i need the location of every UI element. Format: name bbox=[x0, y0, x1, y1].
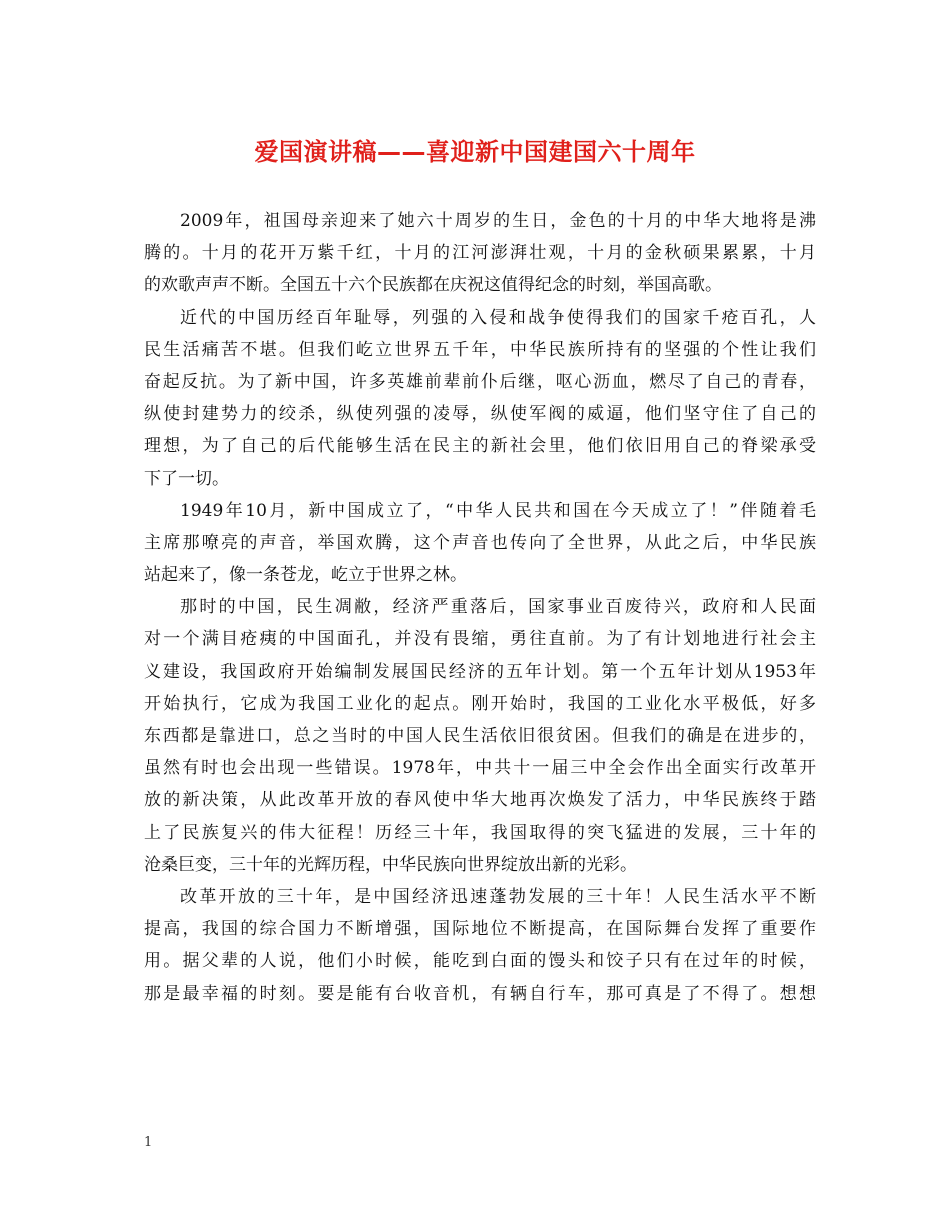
text-line: 理想，为了自己的后代能够生活在民主的新社会里，他们依旧用自己的脊梁承受 bbox=[144, 436, 816, 457]
text-line: 上了民族复兴的伟大征程！历经三十年，我国取得的突飞猛进的发展，三十年的 bbox=[144, 822, 816, 843]
text-line: 虽然有时也会出现一些错误。1978年，中共十一届三中全会作出全面实行改革开 bbox=[144, 758, 816, 779]
text-line: 近代的中国历经百年耻辱，列强的入侵和战争使得我们的国家千疮百孔，人 bbox=[180, 307, 816, 328]
text-line: 民生活痛苦不堪。但我们屹立世界五千年，中华民族所持有的坚强的个性让我们 bbox=[144, 339, 816, 360]
text-line: 开始执行，它成为我国工业化的起点。刚开始时，我国的工业化水平极低，好多 bbox=[144, 693, 816, 714]
document-title: 爱国演讲稿——喜迎新中国建国六十周年 bbox=[254, 138, 696, 166]
text-line: 放的新决策，从此改革开放的春风使中华大地再次焕发了活力，中华民族终于踏 bbox=[144, 790, 816, 811]
text-line: 用。据父辈的人说，他们小时候，能吃到白面的馒头和饺子只有在过年的时候， bbox=[144, 951, 816, 972]
page-number: 1 bbox=[144, 1135, 153, 1150]
text-line: 1949年10月，新中国成立了，“中华人民共和国在今天成立了！”伴随着毛 bbox=[180, 500, 816, 521]
text-line: 纵使封建势力的绞杀，纵使列强的凌辱，纵使军阀的威逼，他们坚守住了自己的 bbox=[144, 404, 816, 425]
text-line: 奋起反抗。为了新中国，许多英雄前辈前仆后继，呕心沥血，燃尽了自己的青春， bbox=[144, 371, 816, 392]
text-line: 腾的。十月的花开万紫千红，十月的江河澎湃壮观，十月的金秋硕果累累，十月 bbox=[144, 243, 816, 264]
text-line: 提高，我国的综合国力不断增强，国际地位不断提高，在国际舞台发挥了重要作 bbox=[144, 919, 816, 940]
text-line: 下了一切。 bbox=[144, 468, 229, 489]
text-line: 主席那嘹亮的声音，举国欢腾，这个声音也传向了全世界，从此之后，中华民族 bbox=[144, 532, 816, 553]
text-line: 的欢歌声声不断。全国五十六个民族都在庆祝这值得纪念的时刻，举国高歌。 bbox=[144, 275, 722, 296]
text-line: 对一个满目疮痍的中国面孔，并没有畏缩，勇往直前。为了有计划地进行社会主 bbox=[144, 629, 816, 650]
text-line: 站起来了，像一条苍龙，屹立于世界之林。 bbox=[144, 565, 467, 586]
text-line: 2009年，祖国母亲迎来了她六十周岁的生日，金色的十月的中华大地将是沸 bbox=[180, 211, 816, 231]
text-line: 沧桑巨变，三十年的光辉历程，中华民族向世界绽放出新的光彩。 bbox=[144, 854, 637, 875]
text-line: 义建设，我国政府开始编制发展国民经济的五年计划。第一个五年计划从1953年 bbox=[144, 661, 816, 682]
text-line: 改革开放的三十年，是中国经济迅速蓬勃发展的三十年！人民生活水平不断 bbox=[180, 886, 816, 907]
text-line: 东西都是靠进口，总之当时的中国人民生活依旧很贫困。但我们的确是在进步的， bbox=[144, 726, 816, 746]
text-line: 那时的中国，民生凋敝，经济严重落后，国家事业百废待兴，政府和人民面 bbox=[180, 597, 816, 618]
text-line: 那是最幸福的时刻。要是能有台收音机，有辆自行车，那可真是了不得了。想想 bbox=[144, 983, 816, 1004]
document-body bbox=[144, 205, 816, 1010]
